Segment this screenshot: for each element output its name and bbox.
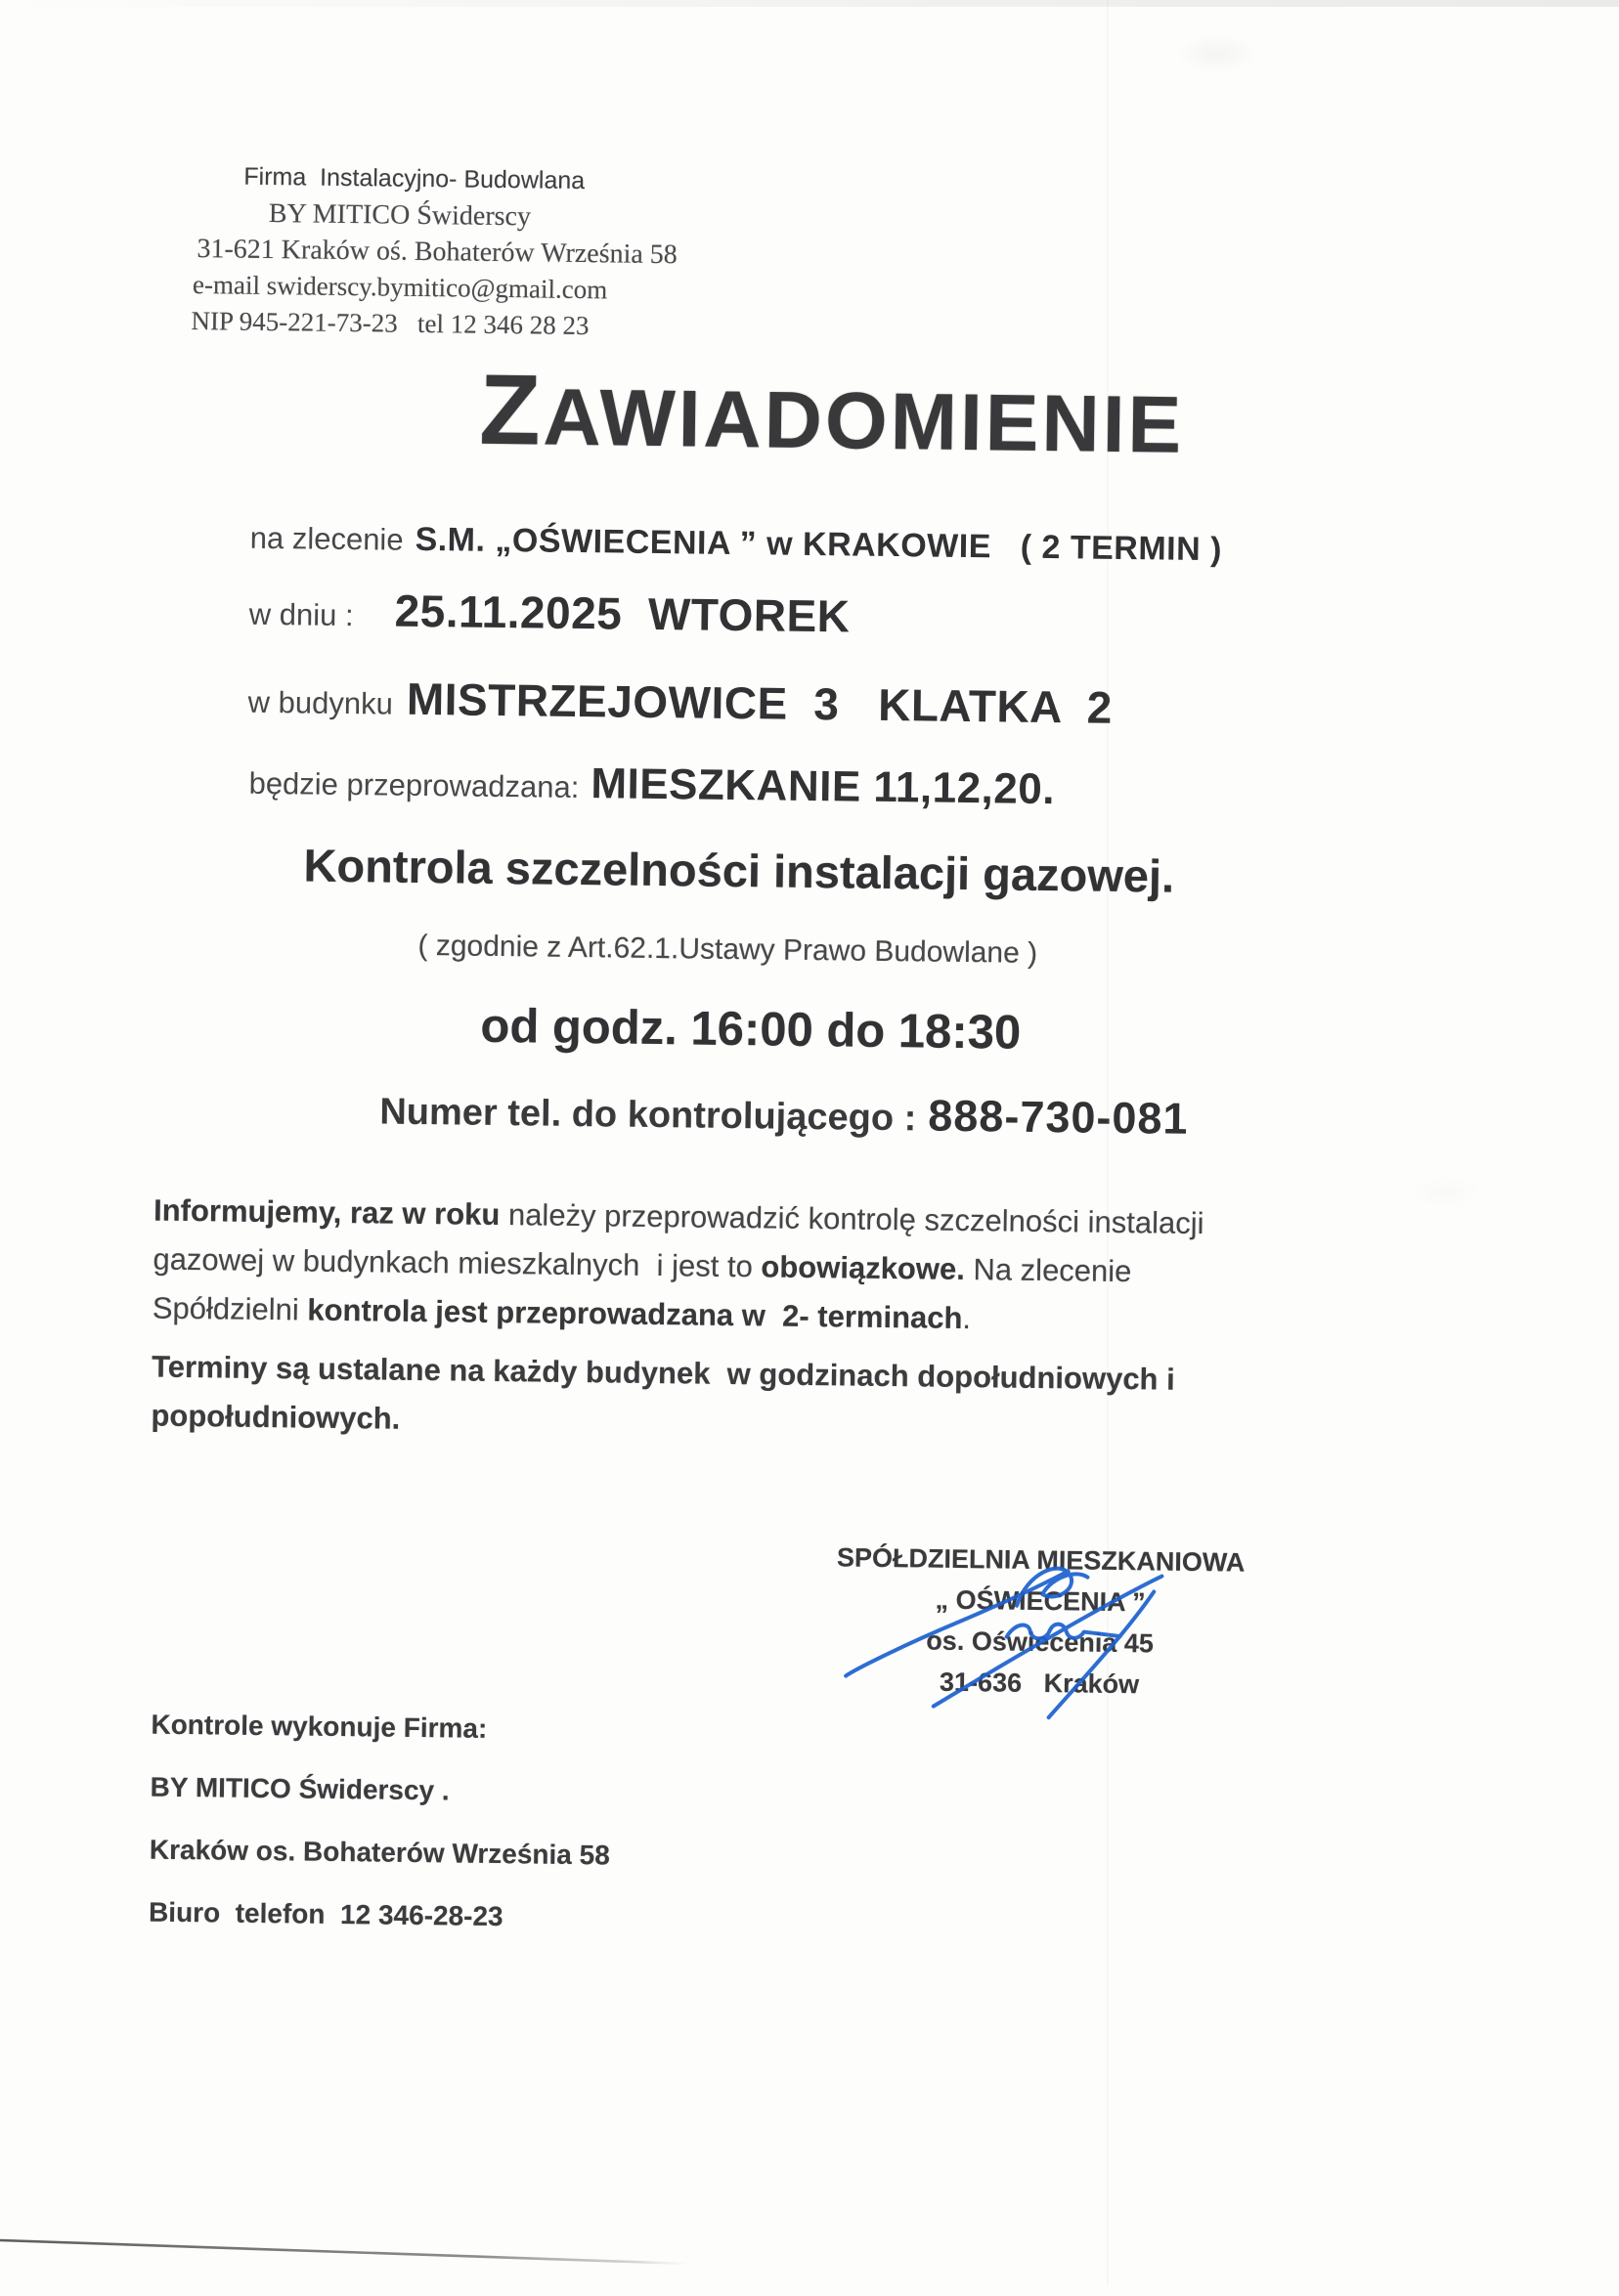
letterhead-email: e-mail swiderscy.bymitico@gmail.com (192, 270, 608, 305)
scope-line (248, 758, 1055, 813)
order-label: na zlecenie (249, 520, 404, 557)
contractor-block (148, 1709, 611, 1965)
inspector-phone-line (379, 1083, 1189, 1144)
date-value: 25.11.2025 WTOREK (394, 585, 851, 642)
phone-label: Numer tel. do kontrolującego : (379, 1091, 917, 1140)
letterhead-company-type: Firma Instalacyjno- Budowlana (243, 162, 586, 195)
scope-label: będzie przeprowadzana: (248, 765, 580, 805)
scope-value: MIESZKANIE 11,12,20. (591, 759, 1056, 814)
page-title-rest: AWIADOMIENIE (543, 372, 1185, 470)
legal-note: ( zgodnie z Art.62.1.Ustawy Prawo Budowlane ) (417, 929, 1038, 970)
date-label: w dniu : (248, 596, 354, 633)
info-paragraph: Informujemy, raz w roku należy przeprowadzić kontrolę szczelności instalacji gazowej w budynkach mieszkalnych i jest to obowiązkowe. Na zlecenie Spółdzielni kontrola jest przeprowadzana w 2- terminach. (152, 1192, 1204, 1336)
building-label: w budynku (247, 684, 394, 721)
company-letterhead (191, 158, 678, 345)
order-line (250, 521, 1223, 568)
cooperative-line: os. Oświecenia 45 (926, 1625, 1155, 1659)
page-title (478, 353, 1185, 470)
phone-number: 888-730-081 (928, 1090, 1189, 1144)
cooperative-line: 31-636 Kraków (939, 1667, 1140, 1700)
letterhead-nip-phone: NIP 945-221-73-23 tel 12 346 28 23 (191, 305, 590, 341)
letterhead-company-name: BY MITICO Świderscy (268, 197, 532, 233)
scan-artifact-line (0, 2232, 723, 2277)
inspection-hours: od godz. 16:00 do 18:30 (480, 999, 1022, 1060)
order-value: S.M. „OŚWIECENIA ” w KRAKOWIE ( 2 TERMIN ) (415, 520, 1223, 569)
page-title-initial: Z (478, 353, 545, 466)
contractor-line: Kontrole wykonuje Firma: (151, 1709, 488, 1744)
inspection-heading: Kontrola szczelności instalacji gazowej. (303, 839, 1175, 902)
contractor-line: Biuro telefon 12 346-28-23 (148, 1896, 503, 1932)
scan-edge-shading (0, 0, 1619, 7)
date-line (249, 585, 851, 640)
cooperative-line: SPÓŁDZIELNIA MIESZKANIOWA (836, 1542, 1246, 1578)
contractor-line: Kraków os. Bohaterów Września 58 (149, 1834, 610, 1871)
terms-paragraph: Terminy są ustalane na każdy budynek w godzinach dopołudniowych i popołudniowych. (151, 1349, 1175, 1436)
signature-scribble (823, 1546, 1255, 1743)
contractor-line: BY MITICO Świderscy . (150, 1771, 450, 1806)
cooperative-line: „ OŚWIECENIA ” (935, 1584, 1146, 1618)
scanner-streak (1107, 0, 1109, 2286)
letterhead-address: 31-621 Kraków oś. Bohaterów Września 58 (197, 234, 678, 271)
building-line (247, 673, 1113, 731)
building-value: MISTRZEJOWICE 3 KLATKA 2 (406, 672, 1114, 733)
